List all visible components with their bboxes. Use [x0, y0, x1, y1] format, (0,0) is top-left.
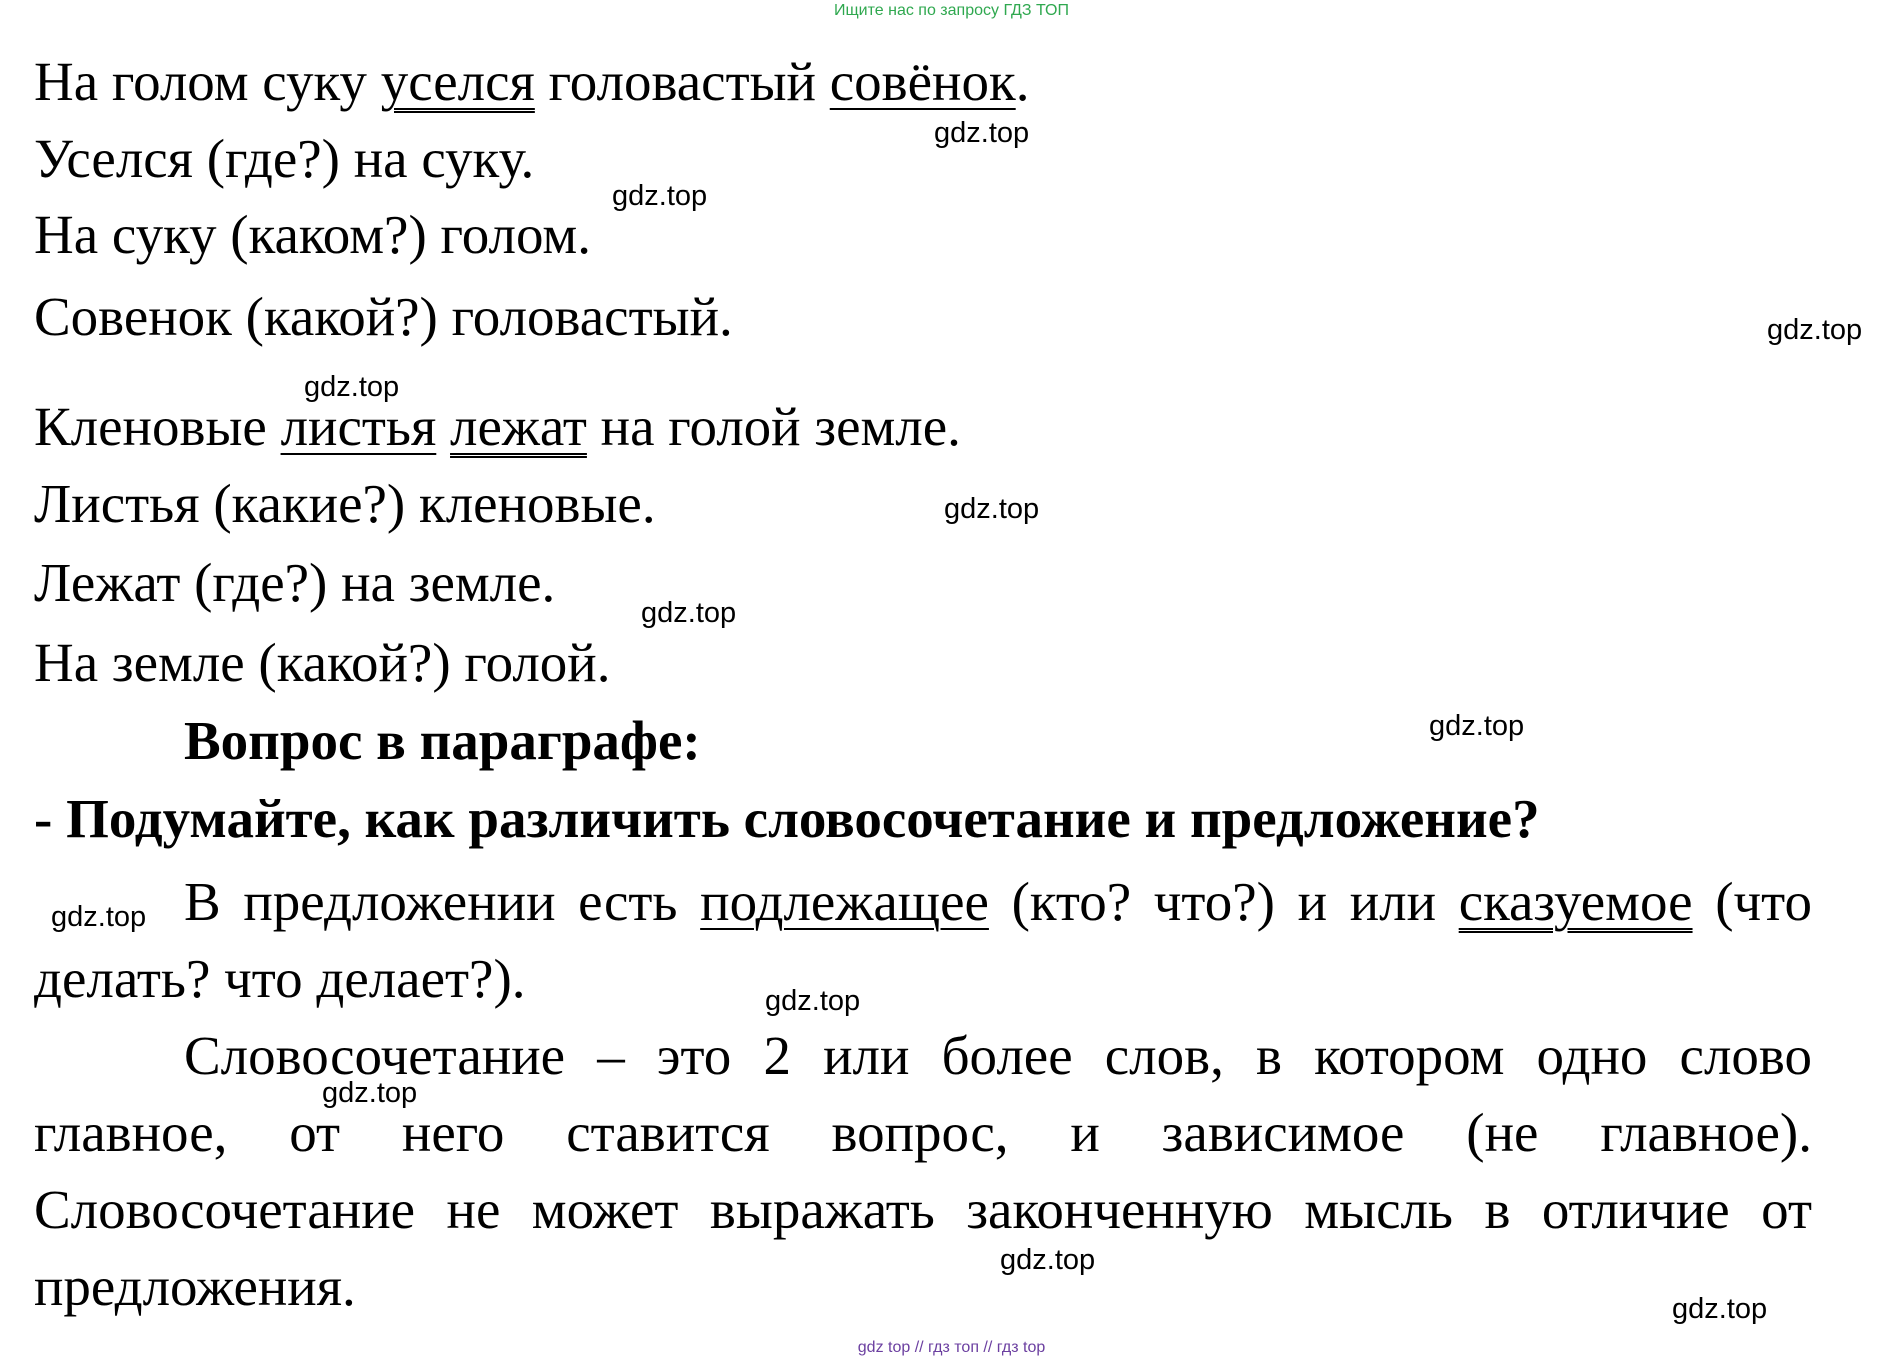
watermark: gdz.top	[1672, 1293, 1768, 1325]
phrase-line: На суку (каком?) голом.	[34, 204, 591, 265]
sentence-1-part: На голом суку	[34, 51, 381, 112]
sentence-2-part: на голой земле.	[586, 396, 961, 457]
answer-part: (кто? что?) и или	[988, 871, 1459, 932]
subject-word: совёнок	[829, 51, 1016, 112]
watermark: gdz.top	[304, 371, 400, 403]
watermark: gdz.top	[934, 117, 1030, 149]
watermark: gdz.top	[1767, 314, 1863, 346]
watermark: gdz.top	[51, 901, 147, 933]
watermark: gdz.top	[1429, 710, 1525, 742]
sentence-1-part: .	[1015, 51, 1030, 112]
watermark: gdz.top	[765, 985, 861, 1017]
phrase-line: Уселся (где?) на суку.	[34, 128, 535, 189]
question-text: - Подумайте, как различить словосочетание и предложение?	[34, 788, 1540, 849]
phrase-line: На земле (какой?) голой.	[34, 632, 611, 693]
sentence-1-part: головастый	[534, 51, 830, 112]
subject-term: подлежащее	[700, 871, 989, 932]
sentence-2-part	[436, 396, 450, 457]
phrase-line: Листья (какие?) кленовые.	[34, 473, 656, 534]
footer-watermark: gdz top // гдз топ // гдз top	[857, 1339, 1046, 1356]
answer-part: В предложении есть	[184, 871, 701, 932]
watermark: gdz.top	[322, 1077, 418, 1109]
search-hint-banner: Ищите нас по запросу ГДЗ ТОП	[834, 2, 1069, 19]
watermark: gdz.top	[944, 493, 1040, 525]
answer-paragraph-1	[34, 863, 1812, 1017]
watermark: gdz.top	[641, 597, 737, 629]
sentence-2-part: Кленовые	[34, 396, 281, 457]
answer-paragraph-2: Словосочетание – это 2 или более слов, в котором одно слово главное, от него ставится вопрос, и зависимое (не главное). Словосочетание не может выражать законченную мысль в отличие от предложения.	[34, 1025, 1812, 1317]
predicate-word: лежат	[450, 396, 587, 457]
watermark: gdz.top	[612, 180, 708, 212]
sentence-1	[34, 50, 1029, 114]
watermark: gdz.top	[1000, 1244, 1096, 1276]
answer-part: (что делать? что делает?).	[34, 871, 1812, 1009]
subject-word: листья	[280, 396, 437, 457]
sentence-2	[34, 395, 961, 459]
predicate-term: сказуемое	[1458, 871, 1693, 932]
phrase-line: Лежат (где?) на земле.	[34, 552, 556, 613]
phrase-line: Совенок (какой?) головастый.	[34, 286, 733, 347]
predicate-word: уселся	[380, 51, 535, 112]
question-heading: Вопрос в параграфе:	[184, 710, 701, 771]
